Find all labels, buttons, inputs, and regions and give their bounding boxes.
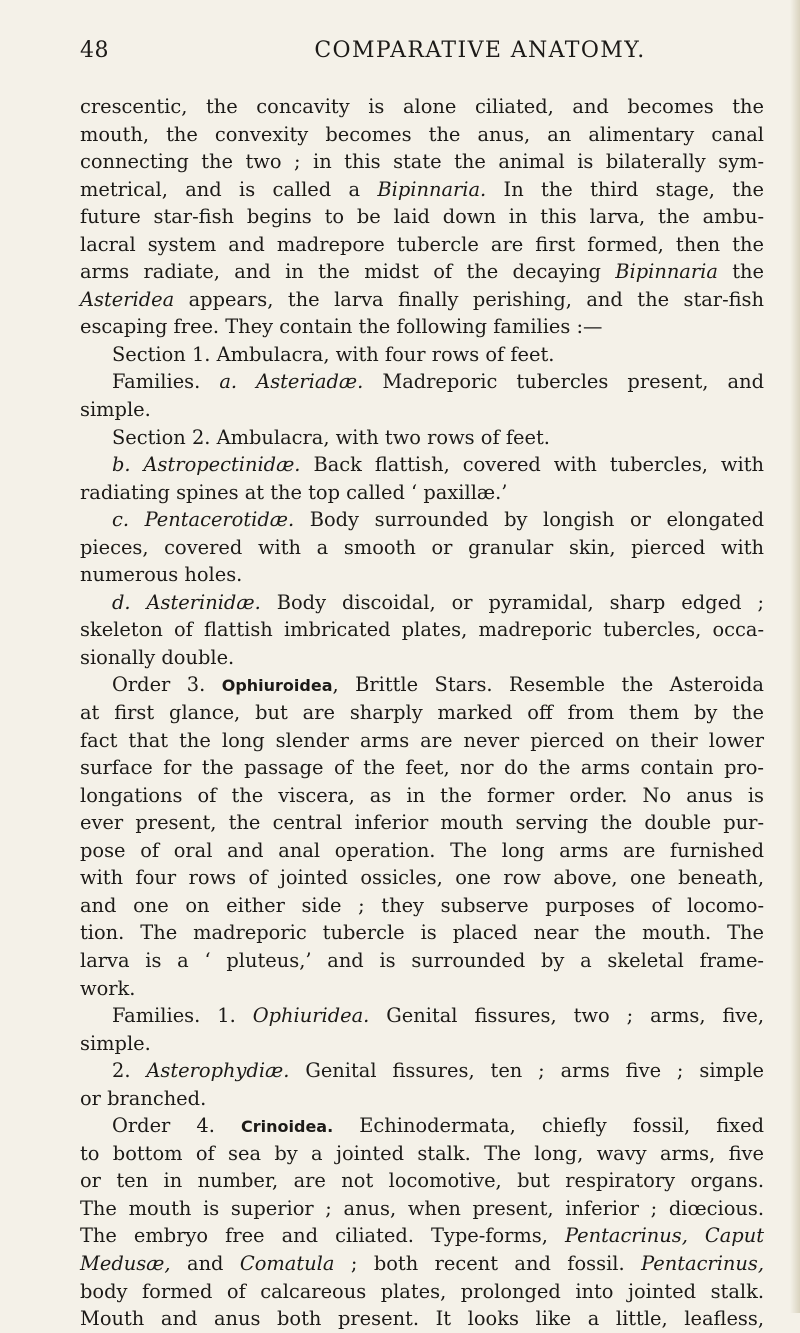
text-line [80, 286, 764, 314]
text-run: at first glance, but are sharply marked off from them by the [80, 701, 764, 725]
running-head: COMPARATIVE ANATOMY. [314, 38, 646, 63]
text-line [80, 727, 764, 755]
text-line [80, 396, 764, 424]
text-run: ; both recent and fossil. [334, 1251, 642, 1275]
text-run: Mouth and anus both present. It looks like a little, leafless, [80, 1307, 764, 1331]
text-run: Section 2. Ambulacra, with two rows of feet. [112, 425, 550, 449]
text-line [80, 589, 764, 617]
text-line [80, 837, 764, 865]
text-line [80, 782, 764, 810]
text-line [80, 864, 764, 892]
text-line [80, 534, 764, 562]
text-run: the [717, 260, 764, 284]
text-run: simple. [80, 1031, 151, 1055]
text-run: , Brittle Stars. Resemble the Asteroida [332, 673, 764, 697]
text-run: Order 3. [112, 673, 222, 697]
text-run: longations of the viscera, as in the former order. No anus is [80, 783, 764, 807]
text-run: Madreporic tubercles present, and [363, 370, 764, 394]
text-run: Genital fissures, two ; arms, five, [369, 1004, 764, 1028]
text-line [80, 1085, 764, 1113]
body-text [80, 93, 764, 1333]
text-run: pose of oral and anal operation. The long arms are furnished [80, 838, 764, 862]
italic-term: b. Astropectinidæ. [112, 453, 301, 477]
italic-term: Pentacrinus, Caput [564, 1224, 764, 1248]
order-name: Ophiuroidea [221, 676, 333, 696]
text-line [80, 892, 764, 920]
text-line [80, 1195, 764, 1223]
text-run: or branched. [80, 1086, 207, 1110]
page-number: 48 [80, 38, 109, 63]
text-run: pieces, covered with a smooth or granular skin, pierced with [80, 535, 764, 559]
text-line [80, 1112, 764, 1140]
text-run: arms radiate, and in the midst of the decaying [80, 260, 616, 284]
text-line [80, 1140, 764, 1168]
text-line [80, 919, 764, 947]
text-run: appears, the larva finally perishing, and the star-fish [174, 287, 764, 311]
text-run: tion. The madreporic tubercle is placed near the mouth. The [80, 921, 764, 945]
italic-term: a. Asteriadæ. [219, 370, 364, 394]
text-line [80, 671, 764, 699]
text-line [80, 258, 764, 286]
text-line [80, 644, 764, 672]
text-line [80, 699, 764, 727]
italic-term: Bipinnaria. [377, 177, 487, 201]
text-run: Families. [112, 370, 220, 394]
text-line [80, 616, 764, 644]
text-line [80, 341, 764, 369]
text-run: connecting the two ; in this state the animal is bilaterally sym- [80, 150, 764, 174]
text-run: future star-fish begins to be laid down in this larva, the ambu- [80, 205, 764, 229]
text-run: larva is a ‘ pluteus,’ and is surrounded by a skeletal frame- [80, 948, 764, 972]
text-line [80, 93, 764, 121]
text-run: escaping free. They contain the following families :— [80, 315, 603, 339]
text-run: crescentic, the concavity is alone ciliated, and becomes the [80, 95, 764, 118]
text-run: fact that the long slender arms are never pierced on their lower [80, 728, 764, 752]
page-edge-shadow [790, 0, 800, 1313]
text-line [80, 148, 764, 176]
text-run: Families. 1. [112, 1004, 253, 1028]
italic-term: Asterophydiæ. [146, 1059, 290, 1083]
text-run: radiating spines at the top called ‘ paxillæ.’ [80, 480, 508, 504]
text-run: Echinodermata, chiefly fossil, fixed [333, 1114, 764, 1138]
text-line [80, 203, 764, 231]
text-run: and [170, 1251, 240, 1275]
italic-term: d. Asterinidæ. [112, 590, 261, 614]
text-run: Body discoidal, or pyramidal, sharp edged ; [260, 590, 764, 614]
text-run: 2. [112, 1059, 147, 1083]
text-run: Back flattish, covered with tubercles, with [300, 453, 765, 477]
text-run: body formed of calcareous plates, prolonged into jointed stalk. [80, 1279, 764, 1303]
text-run: The embryo free and ciliated. Type-forms, [80, 1224, 565, 1248]
text-run: ever present, the central inferior mouth serving the double pur- [80, 811, 764, 835]
text-line [80, 506, 764, 534]
text-run: mouth, the convexity becomes the anus, an alimentary canal [80, 122, 764, 146]
italic-term: Comatula [239, 1251, 335, 1275]
text-run: skeleton of flattish imbricated plates, madreporic tubercles, occa- [80, 618, 764, 642]
text-line [80, 809, 764, 837]
order-name: Crinoidea. [241, 1117, 334, 1137]
text-line [80, 231, 764, 259]
text-run: The mouth is superior ; anus, when present, inferior ; diœcious. [80, 1196, 764, 1220]
text-run: metrical, and is called a [80, 177, 378, 201]
italic-term: Ophiuridea. [252, 1004, 370, 1028]
text-run: or ten in number, are not locomotive, but respiratory organs. [80, 1169, 764, 1193]
italic-term: Pentacrinus, [641, 1251, 764, 1275]
text-run: Body surrounded by longish or elongated [294, 508, 764, 532]
text-run: numerous holes. [80, 563, 243, 587]
text-line [80, 368, 764, 396]
text-line [80, 947, 764, 975]
text-line [80, 975, 764, 1003]
text-run: lacral system and madrepore tubercle are first formed, then the [80, 232, 764, 256]
text-line [80, 176, 764, 204]
text-run: Order 4. [112, 1114, 241, 1138]
text-line [80, 313, 764, 341]
text-run: In the third stage, the [486, 177, 764, 201]
text-run: work. [80, 976, 136, 1000]
text-line [80, 424, 764, 452]
text-run: and one on either side ; they subserve purposes of locomo- [80, 893, 764, 917]
text-line [80, 1002, 764, 1030]
italic-term: c. Pentacerotidæ. [112, 508, 295, 532]
page-header [80, 38, 760, 78]
text-line [80, 1222, 764, 1250]
text-run: simple. [80, 398, 151, 422]
text-run: Section 1. Ambulacra, with four rows of feet. [112, 342, 555, 366]
text-line [80, 451, 764, 479]
text-run: with four rows of jointed ossicles, one row above, one beneath, [80, 866, 764, 890]
text-line [80, 1057, 764, 1085]
italic-term: Bipinnaria [615, 260, 718, 284]
italic-term: Asteridea [80, 287, 175, 311]
text-run: to bottom of sea by a jointed stalk. The long, wavy arms, five [80, 1141, 764, 1165]
italic-term: Medusæ, [80, 1251, 171, 1275]
text-run: Genital fissures, ten ; arms five ; simple [289, 1059, 764, 1083]
text-line [80, 1030, 764, 1058]
text-line [80, 121, 764, 149]
text-run: sionally double. [80, 645, 235, 669]
text-line [80, 1305, 764, 1333]
text-line [80, 479, 764, 507]
text-line [80, 754, 764, 782]
text-line [80, 1278, 764, 1306]
text-run: surface for the passage of the feet, nor do the arms contain pro- [80, 756, 764, 780]
text-line [80, 1250, 764, 1278]
text-line [80, 1167, 764, 1195]
text-line [80, 561, 764, 589]
